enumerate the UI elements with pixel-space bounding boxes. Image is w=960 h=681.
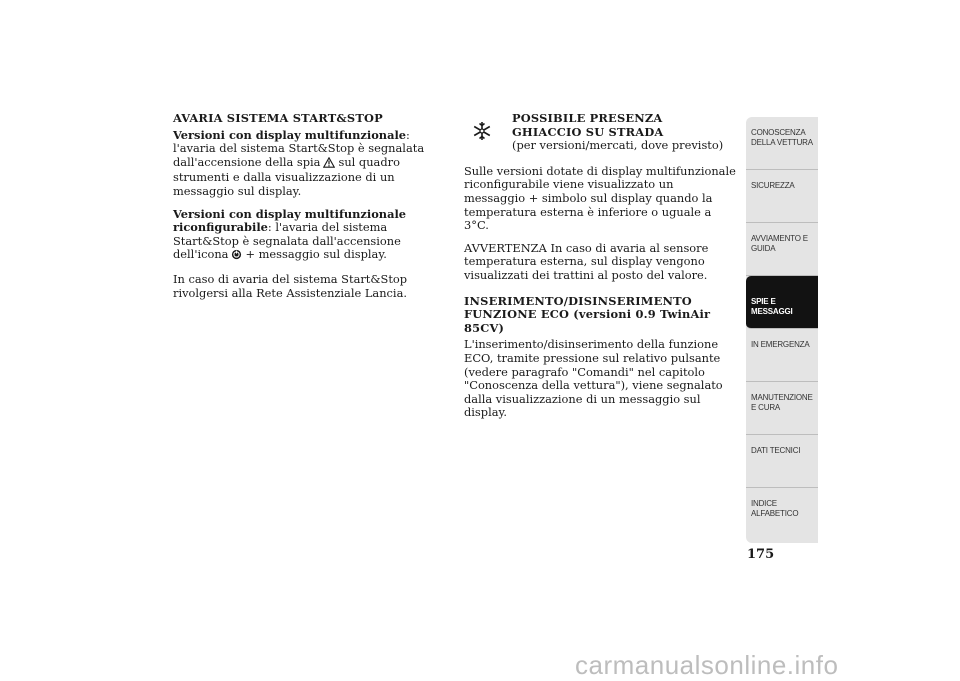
heading-ice-on-road: POSSIBILE PRESENZA GHIACCIO SU STRADA <box>512 111 664 139</box>
paragraph-reconfigurable-display: Versioni con display multifunzionale riconfigurabile: l'avaria del sistema Start&Stop è segnalata dall'accensione dell'icona + messaggio sul display. <box>173 208 448 264</box>
watermark: carmanualsonline.info <box>575 650 839 680</box>
ice-warning-block <box>464 112 736 153</box>
paragraph-temperature-message: Sulle versioni dotate di display multifunzionale riconfigurabile viene visualizzato un messaggio + simbolo sul display quando la temperatura esterna è inferiore o uguale a 3°C. <box>464 163 736 233</box>
tab-dati-tecnici[interactable]: DATI TECNICI <box>746 435 818 488</box>
paragraph-multifunction-display: Versioni con display multifunzionale: l'avaria del sistema Start&Stop è segnalata dall'accensione della spia sul quadro strumenti e dalla visualizzazione di un messaggio sul display. <box>173 127 425 198</box>
tab-sicurezza[interactable]: SICUREZZA <box>746 170 818 223</box>
start-stop-fault-icon <box>231 249 242 264</box>
heading-eco-function: INSERIMENTO/DISINSERIMENTO FUNZIONE ECO (versioni 0.9 TwinAir 85CV) <box>464 293 711 335</box>
tab-spie-messaggi[interactable]: SPIE E MESSAGGI <box>746 276 818 329</box>
tab-manutenzione-cura[interactable]: MANUTENZIONE E CURA <box>746 382 818 435</box>
bold-reconfigurable-display: Versioni con display multifunzionale riconfigurabile <box>173 206 407 235</box>
bold-multifunction-display: Versioni con display multifunzionale <box>173 127 407 142</box>
page-number: 175 <box>747 547 775 562</box>
snowflake-icon <box>472 121 492 145</box>
paragraph-eco-function: L'inserimento/disinserimento della funzione ECO, tramite pressione sul relativo pulsante (vedere paragrafo "Comandi" nel capitolo "Conoscenza della vettura"), viene segnalato dalla visualizzazione di un messaggio sul display. <box>464 337 723 420</box>
right-column <box>464 112 736 429</box>
ice-subtitle: (per versioni/mercati, dove previsto) <box>512 138 724 153</box>
tab-avviamento-guida[interactable]: AVVIAMENTO E GUIDA <box>746 223 818 276</box>
tab-indice-alfabetico[interactable]: INDICE ALFABETICO <box>751 499 799 518</box>
chapter-tabs <box>746 117 818 543</box>
tab-in-emergenza[interactable]: IN EMERGENZA <box>746 329 818 382</box>
warning-triangle-icon <box>323 157 335 172</box>
paragraph-service-network: In caso di avaria del sistema Start&Stop rivolgersi alla Rete Assistenziale Lancia. <box>173 271 408 300</box>
paragraph-sensor-warning: AVVERTENZA In caso di avaria al sensore temperatura esterna, sul display vengono visualizzati dei trattini al posto del valore. <box>464 240 709 282</box>
tab-conoscenza-vettura[interactable]: CONOSCENZA DELLA VETTURA <box>746 117 818 170</box>
heading-start-stop-fault: AVARIA SISTEMA START&STOP <box>173 111 383 125</box>
left-column <box>173 112 448 309</box>
